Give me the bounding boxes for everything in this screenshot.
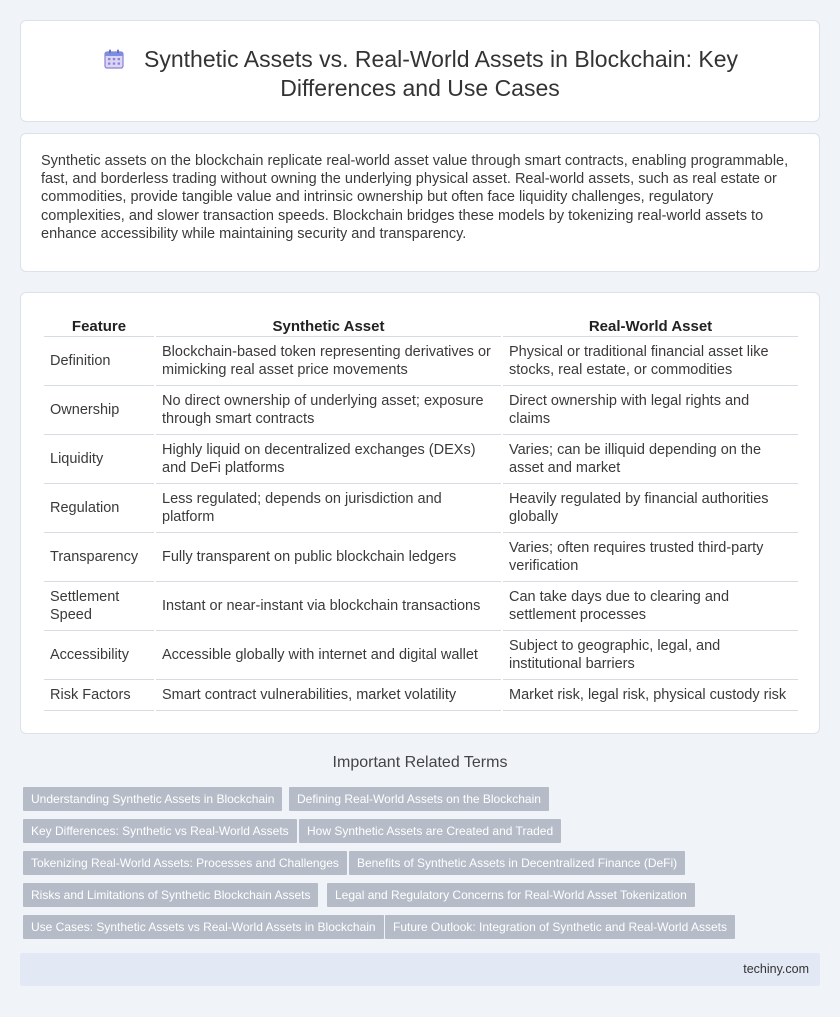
related-term-tag[interactable]: Legal and Regulatory Concerns for Real-World Asset Tokenization: [327, 883, 695, 907]
table-cell-synthetic: Fully transparent on public blockchain ledgers: [156, 533, 501, 582]
table-cell-feature: Regulation: [44, 484, 154, 533]
table-cell-feature: Risk Factors: [44, 680, 154, 711]
table-cell-synthetic: Blockchain-based token representing derivatives or mimicking real asset price movements: [156, 337, 501, 386]
table-row: [44, 680, 798, 711]
table-cell-synthetic: Less regulated; depends on jurisdiction and platform: [156, 484, 501, 533]
related-term-tag[interactable]: Tokenizing Real-World Assets: Processes and Challenges: [23, 851, 347, 875]
page-title: [61, 45, 779, 103]
related-term-tag[interactable]: How Synthetic Assets are Created and Traded: [299, 819, 561, 843]
table-row: [44, 582, 798, 631]
table-header-synthetic: Synthetic Asset: [156, 316, 501, 337]
table-header-feature: Feature: [44, 316, 154, 337]
table-cell-feature: Transparency: [44, 533, 154, 582]
table-cell-synthetic: Highly liquid on decentralized exchanges (DEXs) and DeFi platforms: [156, 435, 501, 484]
table-row: [44, 631, 798, 680]
related-term-tag[interactable]: Use Cases: Synthetic Assets vs Real-World Assets in Blockchain: [23, 915, 384, 939]
comparison-table-card: [20, 292, 820, 734]
table-cell-synthetic: Instant or near-instant via blockchain transactions: [156, 582, 501, 631]
table-cell-real-world: Varies; often requires trusted third-party verification: [503, 533, 798, 582]
table-cell-feature: Accessibility: [44, 631, 154, 680]
table-cell-real-world: Heavily regulated by financial authorities globally: [503, 484, 798, 533]
related-term-tag[interactable]: Future Outlook: Integration of Synthetic and Real-World Assets: [385, 915, 735, 939]
related-term-tag[interactable]: Risks and Limitations of Synthetic Blockchain Assets: [23, 883, 318, 907]
intro-paragraph: Synthetic assets on the blockchain replicate real-world asset value through smart contracts, enabling programmable, fast, and borderless trading without owning the underlying physical asset. Real-world assets, such as real estate or commodities, provide tangible value and intrinsic ownership but often face liquidity challenges, regulatory complexities, and slower transaction speeds. Blockchain bridges these models by tokenizing real-world assets to enhance accessibility while maintaining security and transparency.: [41, 153, 789, 242]
intro-card: [20, 133, 820, 272]
table-cell-feature: Liquidity: [44, 435, 154, 484]
table-row: [44, 484, 798, 533]
table-row: [44, 533, 798, 582]
table-cell-real-world: Direct ownership with legal rights and claims: [503, 386, 798, 435]
footer: [20, 953, 820, 986]
table-header-real-world: Real-World Asset: [503, 316, 798, 337]
comparison-table: [42, 316, 800, 711]
related-term-tag[interactable]: Key Differences: Synthetic vs Real-World Assets: [23, 819, 297, 843]
table-cell-synthetic: No direct ownership of underlying asset; exposure through smart contracts: [156, 386, 501, 435]
table-cell-feature: Definition: [44, 337, 154, 386]
table-cell-feature: Ownership: [44, 386, 154, 435]
table-cell-real-world: Can take days due to clearing and settlement processes: [503, 582, 798, 631]
header-card: [20, 20, 820, 122]
table-cell-synthetic: Smart contract vulnerabilities, market volatility: [156, 680, 501, 711]
related-terms-heading: Important Related Terms: [332, 754, 508, 771]
table-cell-synthetic: Accessible globally with internet and digital wallet: [156, 631, 501, 680]
table-cell-real-world: Physical or traditional financial asset like stocks, real estate, or commodities: [503, 337, 798, 386]
related-term-tag[interactable]: Defining Real-World Assets on the Blockchain: [289, 787, 549, 811]
related-term-tag[interactable]: Understanding Synthetic Assets in Blockchain: [23, 787, 282, 811]
calendar-icon: [102, 47, 126, 71]
table-row: [44, 386, 798, 435]
related-term-tag[interactable]: Benefits of Synthetic Assets in Decentralized Finance (DeFi): [349, 851, 685, 875]
table-row: [44, 337, 798, 386]
table-cell-feature: Settlement Speed: [44, 582, 154, 631]
page-title-text: Synthetic Assets vs. Real-World Assets in Blockchain: Key Differences and Use Cases: [144, 46, 738, 101]
table-cell-real-world: Market risk, legal risk, physical custody risk: [503, 680, 798, 711]
table-cell-real-world: Subject to geographic, legal, and institutional barriers: [503, 631, 798, 680]
table-cell-real-world: Varies; can be illiquid depending on the asset and market: [503, 435, 798, 484]
table-row: [44, 435, 798, 484]
footer-site-link[interactable]: techiny.com: [743, 962, 809, 976]
